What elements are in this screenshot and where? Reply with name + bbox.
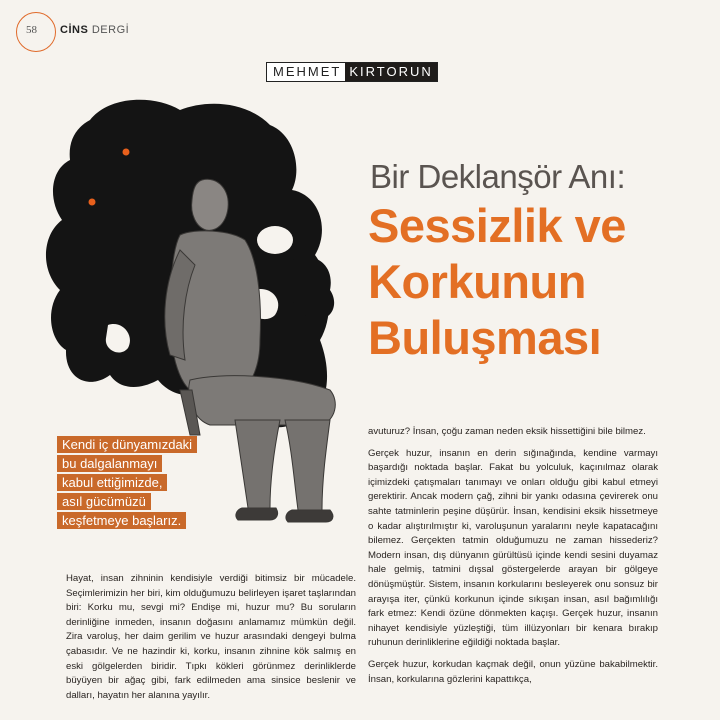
pull-quote-line: keşfetmeye başlarız. — [57, 512, 186, 529]
body-column-right — [368, 425, 658, 694]
author-byline — [266, 62, 438, 82]
body-paragraph: Gerçek huzur, insanın en derin sığınağında, kendine varmayı başardığı noktada başlar. Fakat bu yolculuk, kaçınılmaz olarak içimizdeki çatışmaları tanımayı ve onları olduğu gibi kabul etmeyi gerektirir. Ancak modern çağ, zihni bir yankı odasına çevirerek onu sahte tatminlerin peşine düşürür. İnsan, kendisini eksik hissetmeye o kadar alıştırılmıştır ki, varoluşunun yaralarını neyle kapatacağını bilemez. Gerçekten tatmin olduğumuzu ne zaman hissederiz? Modern insan, dış dünyanın gürültüsü içinde kendi sesini duyamaz hale gelmiş, tatmini dışsal göstergelerde arayan bir gölgeye dönüşmüştür. Sistem, insanın korkularını besleyerek onu sonsuz bir arayışa iter, çünkü korkunun içinde sıkışan insan, asıl bağımlılığı fark etmez: Kendi özüne dönmekten kaçışı. Gerçek huzur, insanın nihayet kendisiyle yüzleştiği, tüm illüzyonları bir kenara bırakıp ruhunun derinliklerine eğildiği noktada başlar. — [368, 447, 658, 649]
body-paragraph: Hayat, insan zihninin kendisiyle verdiği bitimsiz bir mücadele. Seçimlerimizin her biri, kim olduğumuzu belirleyen işaret taşlarından biri: Korku mu, sevgi mi? Endişe mi, huzur mu? Bu soruların derinliğine inmeden, insanın doğasını anlamamız mümkün değil. Zira varoluş, her daim gerilim ve huzur arasındaki dengeyi bulma çabasıdır. Ve ne hazindir ki, korku, insanın zihnine kök salmış en eski gölgelerden biridir. Tıpkı kökleri görünmez derinliklerde büyüyen bir ağaç gibi, fark edilmeden ama sinsice beslenir ve dalları, hayatın her alanına yayılır. — [66, 573, 356, 701]
pull-quote-line: bu dalgalanmayı — [57, 455, 162, 472]
article-title: Sessizlik ve Korkunun Buluşması — [368, 199, 626, 364]
page-number: 58 — [26, 24, 37, 36]
pull-quote-line: kabul ettiğimizde, — [57, 474, 167, 491]
body-paragraph: Gerçek huzur, korkudan kaçmak değil, onun yüzüne bakabilmektir. İnsan, korkularına gözlerini kapattıkça, — [368, 658, 658, 685]
magazine-name — [60, 24, 129, 36]
shadow-eye-left — [123, 149, 130, 156]
magazine-name-bold: CİNS — [60, 24, 89, 36]
pull-quote-line: Kendi iç dünyamızdaki — [57, 436, 197, 453]
pull-quote — [57, 436, 197, 531]
body-column-left — [66, 572, 356, 703]
shadow-eye-right — [89, 199, 96, 206]
author-first-name: MEHMET — [267, 63, 345, 81]
author-last-name: KIRTORUN — [345, 63, 436, 81]
article-subtitle: Bir Deklanşör Anı: — [370, 158, 626, 195]
body-paragraph: avuturuz? İnsan, çoğu zaman neden eksik hissettiğini bile bilmez. — [368, 426, 646, 437]
magazine-name-light: DERGİ — [91, 24, 130, 36]
pull-quote-line: asıl gücümüzü — [57, 493, 151, 510]
shadow-hole — [257, 226, 293, 254]
